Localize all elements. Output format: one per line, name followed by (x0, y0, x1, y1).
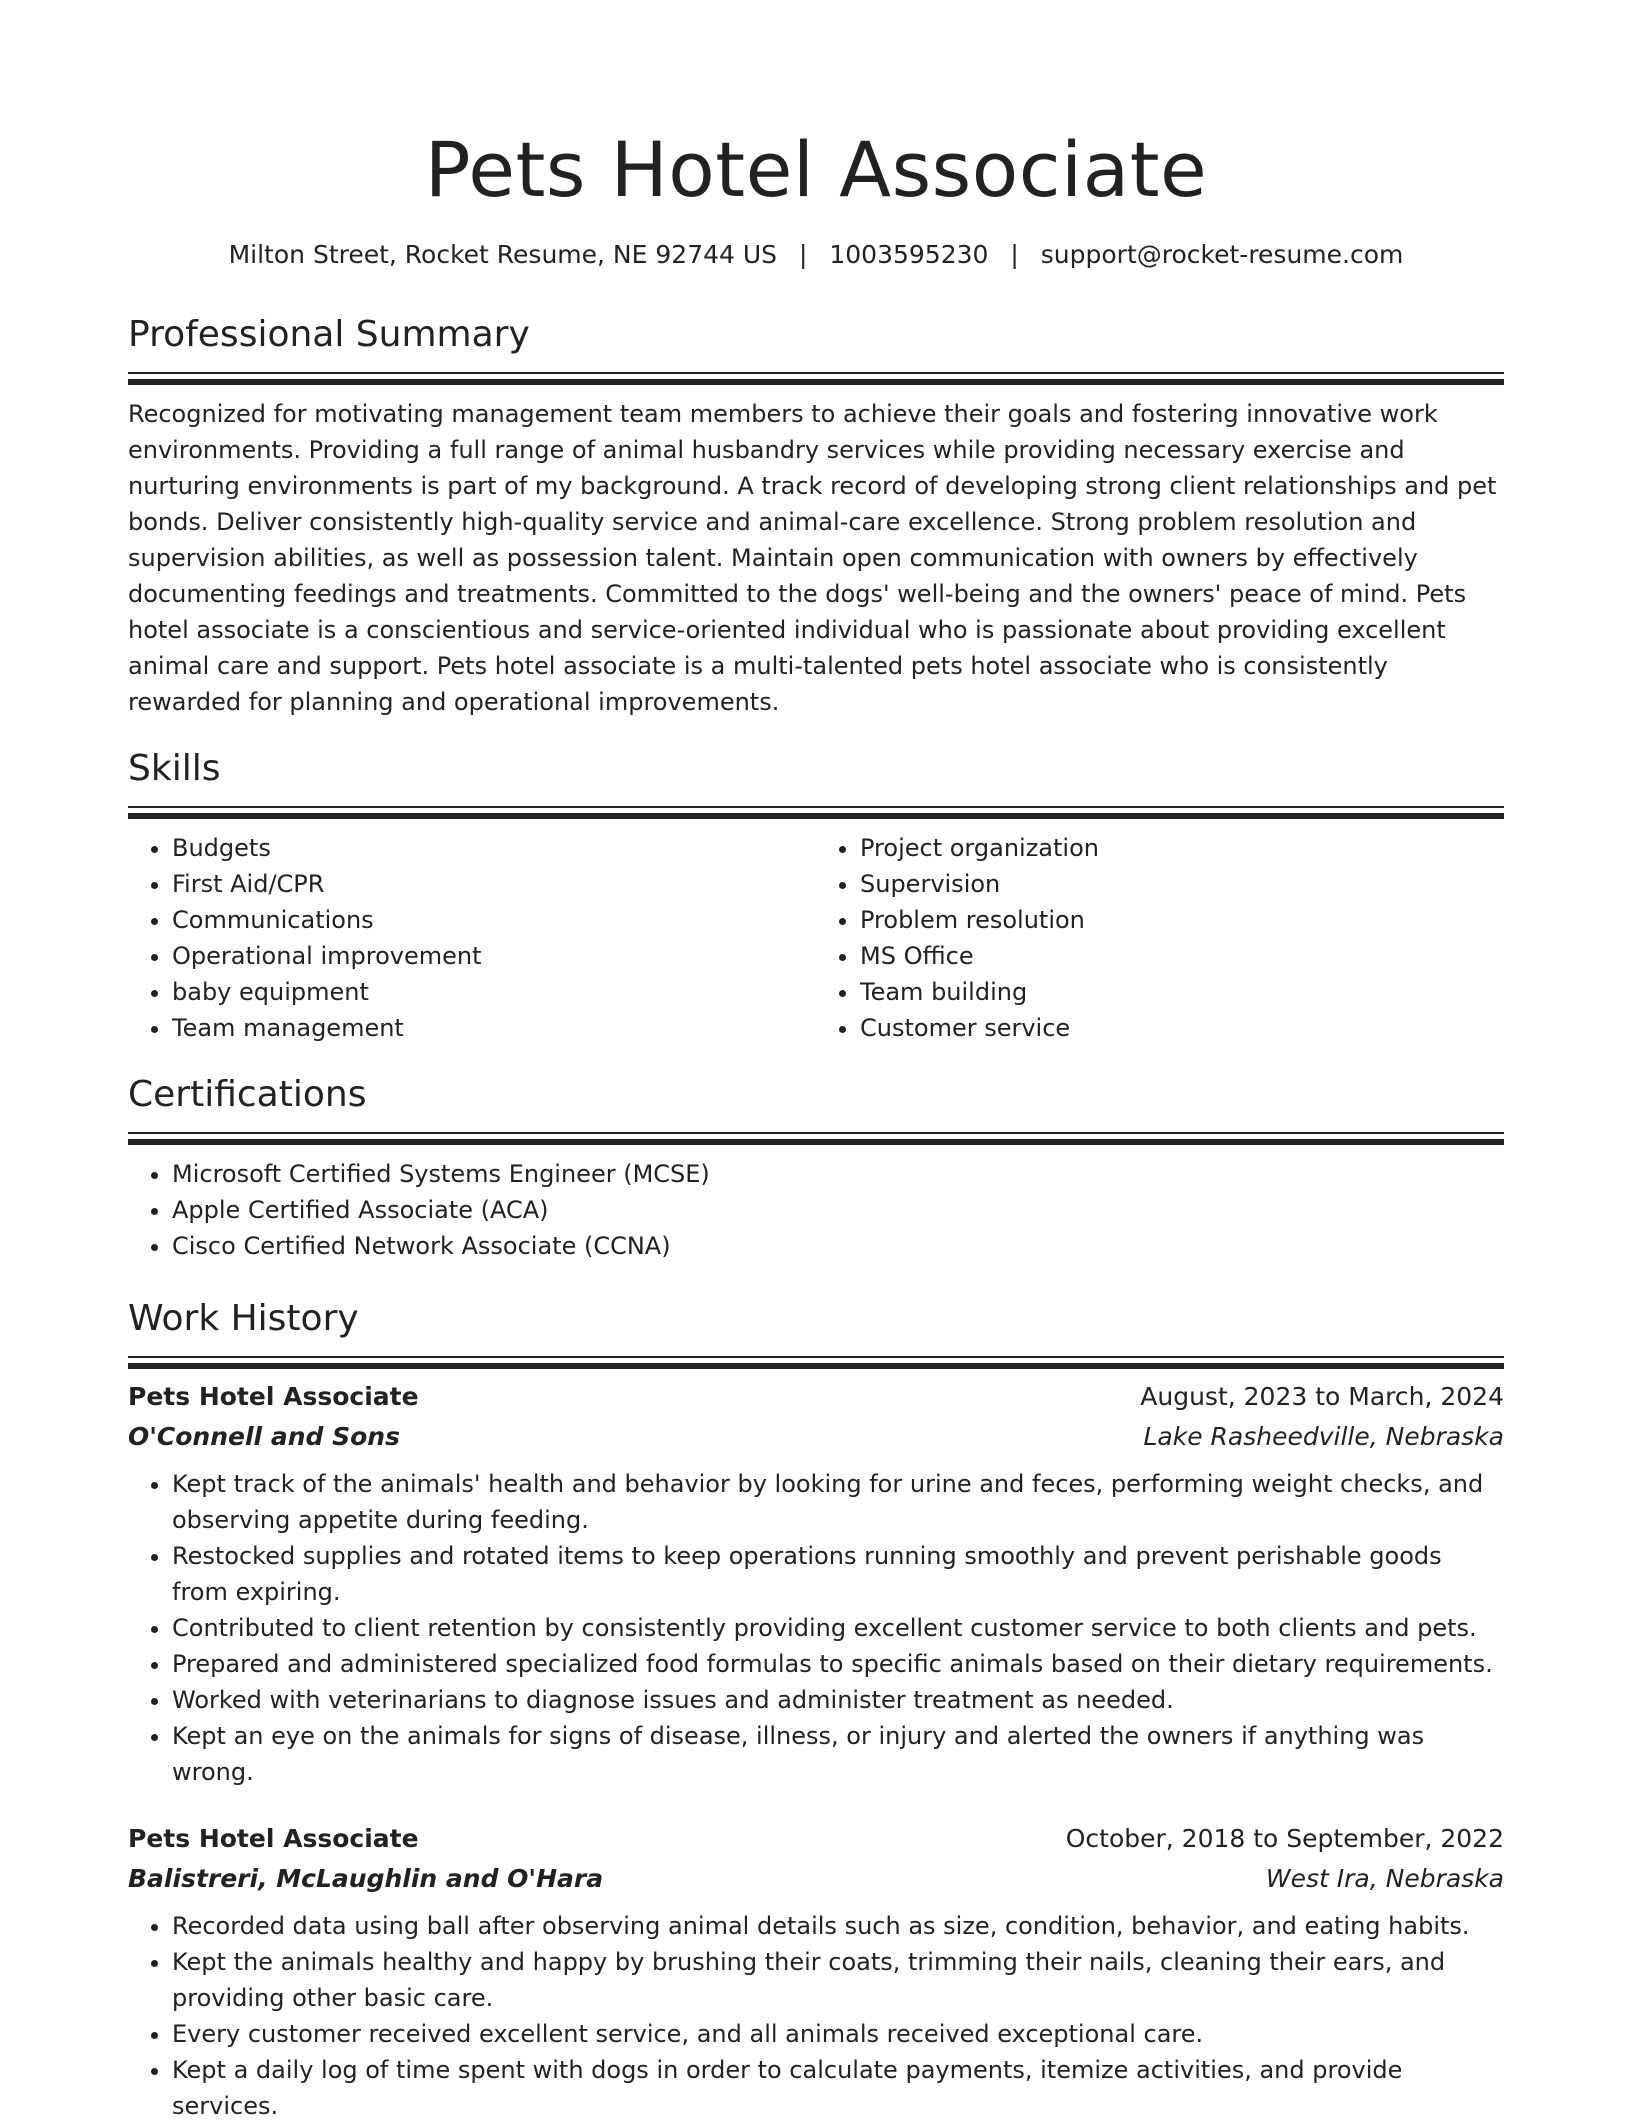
certifications-heading: Certifications (128, 1074, 367, 1115)
job-duty: • Restocked supplies and rotated items to keep operations running smoothly and prevent perishable goods from expiring. (172, 1538, 1504, 1610)
contact-address: Milton Street, Rocket Resume, NE 92744 US (228, 240, 778, 269)
contact-email: support@rocket-resume.com (1040, 240, 1404, 269)
summary-section (128, 310, 1504, 720)
section-divider (128, 372, 1504, 374)
certifications-section (128, 1070, 1504, 1264)
skill-item: • Project organization (860, 830, 1504, 866)
skill-item: • Team management (172, 1010, 816, 1046)
skill-item: • Operational improvement (172, 938, 816, 974)
job-title: Pets Hotel Associate (128, 1382, 419, 1411)
job-duties-list (128, 1908, 1504, 2124)
job-dates: October, 2018 to September, 2022 (1065, 1824, 1504, 1853)
skill-item: • Supervision (860, 866, 1504, 902)
work-history-heading: Work History (128, 1298, 359, 1339)
skill-item: • Customer service (860, 1010, 1504, 1046)
job-entry (128, 1820, 1504, 2124)
job-duty: • Kept the animals healthy and happy by brushing their coats, trimming their nails, cleaning their ears, and providing other basic care. (172, 1944, 1504, 2016)
job-duty: • Kept an eye on the animals for signs of disease, illness, or injury and alerted the owners if anything was wrong. (172, 1718, 1504, 1790)
summary-text: Recognized for motivating management team members to achieve their goals and fostering innovative work environments. Providing a full range of animal husbandry services while providing necessary exercise and nurturing environments is part of my background. A track record of developing strong client relationships and pet bonds. Deliver consistently high-quality service and animal-care excellence. Strong problem resolution and supervision abilities, as well as possession talent. Maintain open communication with owners by effectively documenting feedings and treatments. Committed to the dogs' well-being and the owners' peace of mind. Pets hotel associate is a conscientious and service-oriented individual who is passionate about providing excellent animal care and support. Pets hotel associate is a multi-talented pets hotel associate who is consistently rewarded for planning and operational improvements. (128, 400, 1497, 716)
skill-item: • Team building (860, 974, 1504, 1010)
skill-item: • First Aid/CPR (172, 866, 816, 902)
skills-heading: Skills (128, 748, 221, 789)
job-company: Balistreri, McLaughlin and O'Hara (128, 1864, 604, 1893)
contact-line (128, 238, 1504, 272)
contact-separator: | (1010, 240, 1019, 269)
summary-heading: Professional Summary (128, 314, 530, 355)
skill-item: • baby equipment (172, 974, 816, 1010)
job-duty: • Kept a daily log of time spent with dogs in order to calculate payments, itemize activities, and provide services. (172, 2052, 1504, 2124)
contact-phone: 1003595230 (829, 240, 989, 269)
job-title: Pets Hotel Associate (128, 1824, 419, 1853)
job-duty: • Worked with veterinarians to diagnose issues and administer treatment as needed. (172, 1682, 1504, 1718)
work-history-section (128, 1294, 1504, 2124)
skills-columns (128, 830, 1504, 1046)
skill-item: • Communications (172, 902, 816, 938)
job-duty: • Prepared and administered specialized food formulas to specific animals based on their dietary requirements. (172, 1646, 1504, 1682)
job-entry (128, 1378, 1504, 1790)
certification-item: • Microsoft Certified Systems Engineer (MCSE) (172, 1156, 1504, 1192)
section-divider (128, 1132, 1504, 1134)
contact-separator: | (798, 240, 808, 269)
certifications-list (128, 1156, 1504, 1264)
job-duty: • Recorded data using ball after observing animal details such as size, condition, behavior, and eating habits. (172, 1908, 1504, 1944)
job-duties-list (128, 1466, 1504, 1790)
job-subheader-row (128, 1418, 1504, 1456)
job-header-row (128, 1378, 1504, 1416)
skill-item: • Problem resolution (860, 902, 1504, 938)
resume-name: Pets Hotel Associate (424, 125, 1208, 214)
certification-item: • Apple Certified Associate (ACA) (172, 1192, 1504, 1228)
job-dates: August, 2023 to March, 2024 (1140, 1382, 1504, 1411)
job-duty: • Every customer received excellent service, and all animals received exceptional care. (172, 2016, 1504, 2052)
job-location: West Ira, Nebraska (1265, 1864, 1504, 1893)
job-company: O'Connell and Sons (128, 1422, 400, 1451)
certification-item: • Cisco Certified Network Associate (CCNA) (172, 1228, 1504, 1264)
section-divider (128, 806, 1504, 808)
skill-item: • MS Office (860, 938, 1504, 974)
job-subheader-row (128, 1860, 1504, 1898)
skills-section (128, 744, 1504, 1046)
section-divider (128, 1356, 1504, 1358)
skill-item: • Budgets (172, 830, 816, 866)
job-duty: • Kept track of the animals' health and behavior by looking for urine and feces, performing weight checks, and observing appetite during feeding. (172, 1466, 1504, 1538)
skills-list-right (816, 830, 1504, 1046)
job-duty: • Contributed to client retention by consistently providing excellent customer service to both clients and pets. (172, 1610, 1504, 1646)
skills-list-left (128, 830, 816, 1046)
job-location: Lake Rasheedville, Nebraska (1143, 1422, 1504, 1451)
job-header-row (128, 1820, 1504, 1858)
